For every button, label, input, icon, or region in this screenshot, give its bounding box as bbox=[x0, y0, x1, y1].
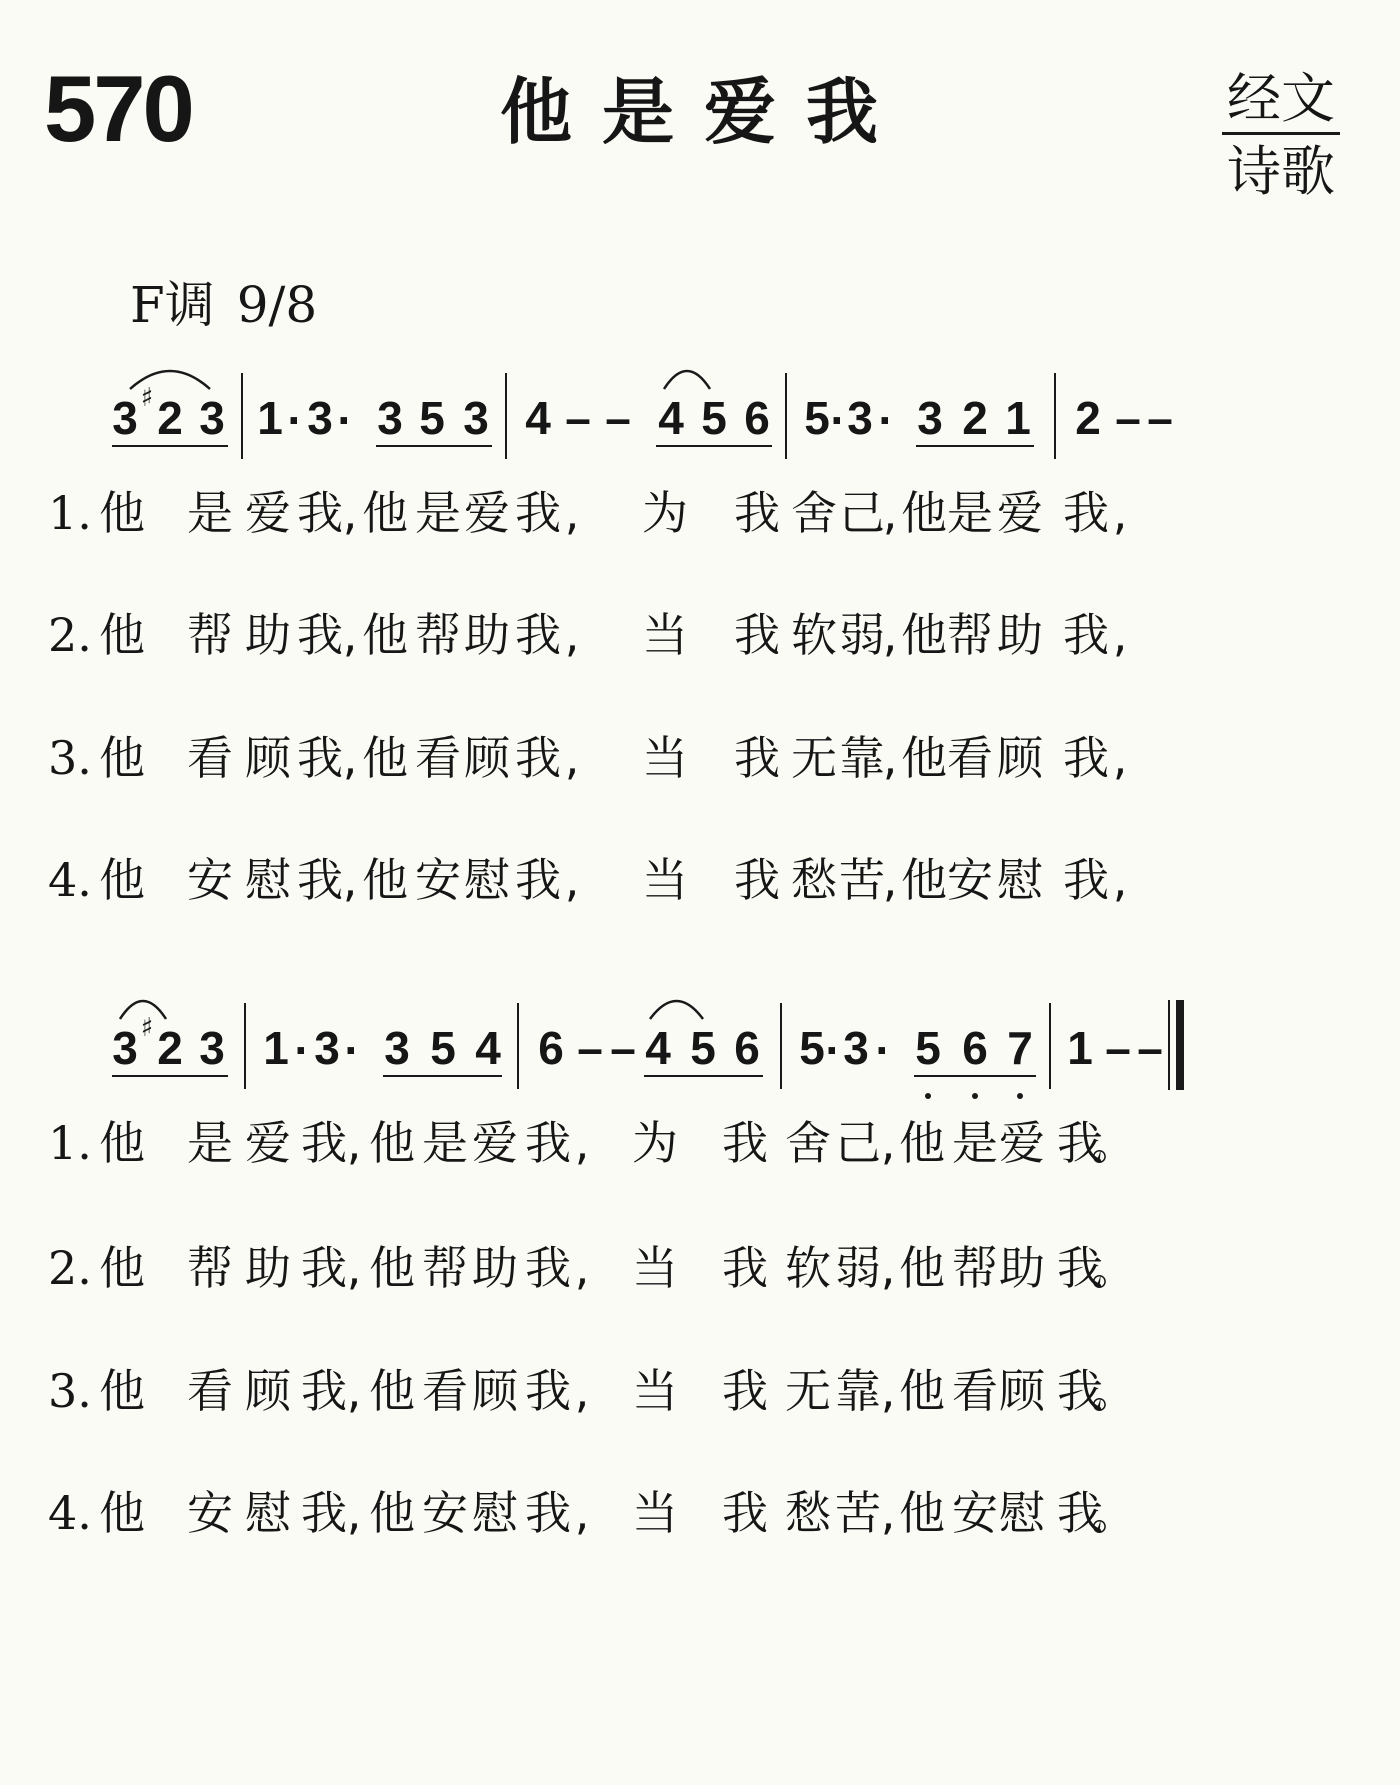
lyric-syllable: 慰 bbox=[999, 1486, 1045, 1540]
lyric-syllable: 慰 bbox=[245, 853, 291, 907]
lyric-syllable: 安 bbox=[947, 853, 993, 907]
lyric-syllable: 。 bbox=[1091, 1241, 1137, 1295]
lyric-syllable: 慰 bbox=[245, 1486, 291, 1540]
dot-note: · bbox=[830, 394, 846, 446]
lyric-line-verse-4 bbox=[0, 1486, 1400, 1550]
lyric-syllable: , bbox=[346, 1486, 362, 1540]
lyric-syllable: 他 bbox=[369, 1116, 415, 1170]
lyric-syllable: 帮 bbox=[422, 1241, 468, 1295]
lyric-syllable: 安 bbox=[187, 1486, 233, 1540]
lyric-syllable: 当 bbox=[642, 608, 688, 662]
note: 6 bbox=[734, 1022, 760, 1074]
lyric-syllable: 他 bbox=[99, 1116, 145, 1170]
lyric-syllable: 我 bbox=[734, 853, 780, 907]
lyric-syllable: 他 bbox=[99, 1486, 145, 1540]
note: 4 bbox=[525, 392, 551, 444]
lyric-syllable: 他 bbox=[362, 486, 408, 540]
lyric-syllable: 我 bbox=[515, 608, 561, 662]
note: 5 bbox=[701, 392, 727, 444]
lyric-syllable: 舍 bbox=[791, 486, 837, 540]
lyric-syllable: 我 bbox=[301, 1486, 347, 1540]
beat-underline bbox=[376, 445, 492, 447]
bar-line bbox=[1049, 1003, 1051, 1089]
lyric-syllable: , bbox=[1112, 853, 1128, 907]
lyric-syllable: 我 bbox=[297, 853, 343, 907]
lyric-syllable: 我 bbox=[1057, 1116, 1103, 1170]
lyric-syllable: 安 bbox=[415, 853, 461, 907]
lyric-syllable: 他 bbox=[901, 608, 947, 662]
lyric-line-verse-2 bbox=[0, 1241, 1400, 1305]
lyric-syllable: , bbox=[882, 731, 898, 785]
note: 2 bbox=[1075, 392, 1101, 444]
verse-number: 3. bbox=[48, 1364, 92, 1418]
lyric-syllable: 我 bbox=[1063, 853, 1109, 907]
lyric-syllable: , bbox=[880, 1364, 896, 1418]
lyric-line-verse-3 bbox=[0, 1364, 1400, 1428]
lyric-syllable: 爱 bbox=[997, 486, 1043, 540]
lyric-syllable: 慰 bbox=[464, 853, 510, 907]
lyric-syllable: 我 bbox=[515, 486, 561, 540]
lyric-syllable: 无 bbox=[791, 731, 837, 785]
lyric-syllable: 他 bbox=[362, 608, 408, 662]
lyric-syllable: , bbox=[574, 1364, 590, 1418]
bar-line bbox=[517, 1003, 519, 1089]
lyric-syllable: 愁 bbox=[791, 853, 837, 907]
lyric-syllable: 爱 bbox=[999, 1116, 1045, 1170]
low-octave-dot bbox=[972, 1093, 978, 1099]
lyric-syllable: 他 bbox=[899, 1241, 945, 1295]
note: 4 bbox=[658, 392, 684, 444]
lyric-syllable: 他 bbox=[99, 1241, 145, 1295]
source-bottom: 诗歌 bbox=[1227, 140, 1335, 203]
dash-note: – bbox=[1105, 1022, 1131, 1074]
lyric-syllable: 靠 bbox=[839, 731, 885, 785]
lyric-syllable: , bbox=[1112, 486, 1128, 540]
bar-line bbox=[780, 1003, 782, 1089]
dot-note: · bbox=[875, 1024, 891, 1076]
lyric-syllable: 他 bbox=[369, 1364, 415, 1418]
lyric-syllable: 我 bbox=[722, 1241, 768, 1295]
beat-underline bbox=[916, 445, 1034, 447]
lyric-syllable: 帮 bbox=[952, 1241, 998, 1295]
lyric-syllable: , bbox=[1112, 731, 1128, 785]
lyric-syllable: 助 bbox=[464, 608, 510, 662]
lyric-syllable: 看 bbox=[187, 731, 233, 785]
final-bar-thick bbox=[1176, 1000, 1184, 1090]
note: 3 bbox=[843, 1022, 869, 1074]
hymn-number: 570 bbox=[44, 56, 192, 161]
lyric-syllable: 舍 bbox=[785, 1116, 831, 1170]
lyric-syllable: , bbox=[342, 608, 358, 662]
bar-line bbox=[505, 373, 507, 459]
lyric-syllable: 我 bbox=[1063, 731, 1109, 785]
dash-note: – bbox=[577, 1022, 603, 1074]
note: 1 bbox=[1005, 392, 1031, 444]
lyric-syllable: 他 bbox=[99, 608, 145, 662]
lyric-syllable: , bbox=[574, 1486, 590, 1540]
slur bbox=[662, 361, 712, 391]
lyric-syllable: 顾 bbox=[999, 1364, 1045, 1418]
lyric-syllable: 我 bbox=[1057, 1364, 1103, 1418]
hymn-title: 他是爱我 bbox=[500, 70, 909, 154]
lyric-syllable: , bbox=[342, 486, 358, 540]
dot-note: · bbox=[878, 394, 894, 446]
note: 1 bbox=[1067, 1022, 1093, 1074]
lyric-syllable: 我 bbox=[734, 731, 780, 785]
low-octave-dot bbox=[1017, 1093, 1023, 1099]
lyric-syllable: 他 bbox=[901, 486, 947, 540]
time-signature: 9/8 bbox=[236, 276, 318, 334]
lyric-syllable: , bbox=[882, 486, 898, 540]
lyric-syllable: 。 bbox=[1091, 1116, 1137, 1170]
lyric-syllable: 他 bbox=[899, 1116, 945, 1170]
lyric-syllable: 他 bbox=[901, 731, 947, 785]
lyric-syllable: 顾 bbox=[245, 1364, 291, 1418]
lyric-syllable: 爱 bbox=[472, 1116, 518, 1170]
lyric-syllable: 看 bbox=[947, 731, 993, 785]
lyric-syllable: 当 bbox=[632, 1241, 678, 1295]
note: 3 bbox=[847, 392, 873, 444]
beat-underline bbox=[112, 1075, 228, 1077]
lyric-syllable: 我 bbox=[301, 1364, 347, 1418]
verse-number: 1. bbox=[48, 1116, 92, 1170]
lyric-syllable: 己 bbox=[839, 486, 885, 540]
note: 5 bbox=[804, 392, 830, 444]
note: 4 bbox=[645, 1022, 671, 1074]
lyric-syllable: 我 bbox=[1063, 608, 1109, 662]
lyric-syllable: 他 bbox=[362, 731, 408, 785]
sharp-sign: ♯ bbox=[140, 1013, 154, 1043]
lyric-syllable: 他 bbox=[899, 1364, 945, 1418]
note: 7 bbox=[1007, 1022, 1033, 1074]
lyric-syllable: 苦 bbox=[835, 1486, 881, 1540]
lyric-syllable: , bbox=[564, 486, 580, 540]
bar-line bbox=[244, 1003, 246, 1089]
lyric-line-verse-3 bbox=[0, 731, 1400, 795]
lyric-syllable: 当 bbox=[642, 731, 688, 785]
lyric-syllable: 软 bbox=[785, 1241, 831, 1295]
lyric-syllable: 顾 bbox=[464, 731, 510, 785]
source-top: 经文 bbox=[1222, 72, 1340, 135]
lyric-syllable: 我 bbox=[1057, 1241, 1103, 1295]
beat-underline bbox=[656, 445, 772, 447]
lyric-syllable: 他 bbox=[901, 853, 947, 907]
lyric-syllable: 我 bbox=[525, 1364, 571, 1418]
verse-number: 2. bbox=[48, 1241, 92, 1295]
lyric-syllable: 助 bbox=[472, 1241, 518, 1295]
dash-note: – bbox=[565, 392, 591, 444]
lyric-syllable: 助 bbox=[245, 1241, 291, 1295]
note: 3 bbox=[199, 1022, 225, 1074]
lyric-syllable: 是 bbox=[422, 1116, 468, 1170]
note: 5 bbox=[915, 1022, 941, 1074]
verse-number: 4. bbox=[48, 1486, 92, 1540]
beat-underline bbox=[644, 1075, 763, 1077]
source-label bbox=[1222, 67, 1340, 203]
lyric-syllable: 爱 bbox=[464, 486, 510, 540]
lyric-syllable: , bbox=[574, 1116, 590, 1170]
lyric-syllable: 己 bbox=[835, 1116, 881, 1170]
note: 1 bbox=[263, 1022, 289, 1074]
slur bbox=[648, 991, 705, 1021]
dot-note: · bbox=[294, 1024, 310, 1076]
lyric-syllable: 我 bbox=[722, 1364, 768, 1418]
lyric-syllable: , bbox=[346, 1364, 362, 1418]
lyric-syllable: 看 bbox=[422, 1364, 468, 1418]
dash-note: – bbox=[1137, 1022, 1163, 1074]
lyric-syllable: 顾 bbox=[472, 1364, 518, 1418]
lyric-syllable: , bbox=[342, 853, 358, 907]
lyric-syllable: 靠 bbox=[835, 1364, 881, 1418]
final-bar-thin bbox=[1168, 1000, 1170, 1090]
lyric-syllable: 弱 bbox=[839, 608, 885, 662]
lyric-syllable: 我 bbox=[297, 608, 343, 662]
lyric-syllable: 他 bbox=[369, 1241, 415, 1295]
note: 5 bbox=[690, 1022, 716, 1074]
lyric-syllable: 我 bbox=[515, 731, 561, 785]
lyric-syllable: 愁 bbox=[785, 1486, 831, 1540]
verse-number: 3. bbox=[48, 731, 92, 785]
lyric-syllable: 爱 bbox=[245, 486, 291, 540]
lyric-syllable: 安 bbox=[952, 1486, 998, 1540]
lyric-syllable: , bbox=[574, 1241, 590, 1295]
note: 3 bbox=[112, 392, 138, 444]
lyric-syllable: , bbox=[346, 1241, 362, 1295]
verse-number: 4. bbox=[48, 853, 92, 907]
lyric-syllable: 看 bbox=[952, 1364, 998, 1418]
lyric-line-verse-1 bbox=[0, 1116, 1400, 1180]
beat-underline bbox=[112, 445, 228, 447]
lyric-syllable: 苦 bbox=[839, 853, 885, 907]
lyric-syllable: 我 bbox=[1057, 1486, 1103, 1540]
bar-line bbox=[785, 373, 787, 459]
note: 6 bbox=[744, 392, 770, 444]
lyric-syllable: 当 bbox=[632, 1486, 678, 1540]
lyric-syllable: 帮 bbox=[947, 608, 993, 662]
note: 3 bbox=[199, 392, 225, 444]
lyric-syllable: 他 bbox=[99, 1364, 145, 1418]
lyric-syllable: 是 bbox=[947, 486, 993, 540]
note: 3 bbox=[314, 1022, 340, 1074]
dash-note: – bbox=[605, 392, 631, 444]
lyric-syllable: 看 bbox=[187, 1364, 233, 1418]
note: 6 bbox=[962, 1022, 988, 1074]
bar-line bbox=[1054, 373, 1056, 459]
lyric-syllable: 看 bbox=[415, 731, 461, 785]
lyric-syllable: 安 bbox=[422, 1486, 468, 1540]
note: 3 bbox=[463, 392, 489, 444]
key: F调 bbox=[130, 276, 215, 334]
lyric-syllable: 助 bbox=[999, 1241, 1045, 1295]
slur bbox=[118, 991, 168, 1021]
verse-number: 2. bbox=[48, 608, 92, 662]
note: 5 bbox=[419, 392, 445, 444]
lyric-syllable: 顾 bbox=[245, 731, 291, 785]
lyric-syllable: , bbox=[564, 853, 580, 907]
lyric-line-verse-1 bbox=[0, 486, 1400, 550]
lyric-syllable: 我 bbox=[301, 1116, 347, 1170]
note: 6 bbox=[538, 1022, 564, 1074]
lyric-syllable: , bbox=[564, 731, 580, 785]
lyric-syllable: , bbox=[1112, 608, 1128, 662]
note: 5 bbox=[430, 1022, 456, 1074]
lyric-syllable: 慰 bbox=[997, 853, 1043, 907]
lyric-syllable: 爱 bbox=[245, 1116, 291, 1170]
lyric-syllable: 当 bbox=[632, 1364, 678, 1418]
lyric-syllable: 软 bbox=[791, 608, 837, 662]
lyric-syllable: 是 bbox=[187, 486, 233, 540]
note: 3 bbox=[384, 1022, 410, 1074]
lyric-syllable: 顾 bbox=[997, 731, 1043, 785]
lyric-syllable: 我 bbox=[297, 731, 343, 785]
verse-number: 1. bbox=[48, 486, 92, 540]
lyric-syllable: 我 bbox=[301, 1241, 347, 1295]
slur bbox=[128, 361, 212, 391]
note: 3 bbox=[112, 1022, 138, 1074]
lyric-syllable: 他 bbox=[99, 853, 145, 907]
note: 3 bbox=[917, 392, 943, 444]
note: 3 bbox=[377, 392, 403, 444]
dot-note: · bbox=[344, 1024, 360, 1076]
lyric-syllable: 我 bbox=[525, 1116, 571, 1170]
lyric-syllable: 我 bbox=[525, 1241, 571, 1295]
dot-note: · bbox=[825, 1024, 841, 1076]
lyric-syllable: , bbox=[342, 731, 358, 785]
lyric-syllable: 帮 bbox=[187, 608, 233, 662]
lyric-syllable: 。 bbox=[1091, 1364, 1137, 1418]
dot-note: · bbox=[287, 394, 303, 446]
lyric-syllable: , bbox=[880, 1116, 896, 1170]
lyric-syllable: , bbox=[880, 1486, 896, 1540]
lyric-syllable: 我 bbox=[722, 1486, 768, 1540]
lyric-syllable: 他 bbox=[369, 1486, 415, 1540]
lyric-syllable: , bbox=[564, 608, 580, 662]
lyric-syllable: 无 bbox=[785, 1364, 831, 1418]
lyric-syllable: 我 bbox=[525, 1486, 571, 1540]
note: 1 bbox=[257, 392, 283, 444]
note: 2 bbox=[962, 392, 988, 444]
lyric-syllable: , bbox=[882, 853, 898, 907]
lyric-syllable: 他 bbox=[99, 486, 145, 540]
lyric-syllable: , bbox=[346, 1116, 362, 1170]
dash-note: – bbox=[1115, 392, 1141, 444]
key-signature bbox=[130, 276, 339, 334]
lyric-syllable: 我 bbox=[722, 1116, 768, 1170]
note: 5 bbox=[799, 1022, 825, 1074]
dash-note: – bbox=[1147, 392, 1173, 444]
lyric-syllable: 助 bbox=[997, 608, 1043, 662]
lyric-syllable: 我 bbox=[297, 486, 343, 540]
lyric-syllable: 他 bbox=[899, 1486, 945, 1540]
sharp-sign: ♯ bbox=[140, 383, 154, 413]
lyric-syllable: 助 bbox=[245, 608, 291, 662]
lyric-syllable: 为 bbox=[642, 486, 688, 540]
lyric-syllable: 他 bbox=[362, 853, 408, 907]
lyric-syllable: 是 bbox=[952, 1116, 998, 1170]
note: 2 bbox=[157, 1022, 183, 1074]
lyric-syllable: 弱 bbox=[835, 1241, 881, 1295]
lyric-syllable: 我 bbox=[515, 853, 561, 907]
lyric-syllable: 为 bbox=[632, 1116, 678, 1170]
lyric-syllable: 我 bbox=[734, 608, 780, 662]
lyric-syllable: 帮 bbox=[415, 608, 461, 662]
lyric-syllable: , bbox=[882, 608, 898, 662]
low-octave-dot bbox=[925, 1093, 931, 1099]
lyric-syllable: 是 bbox=[187, 1116, 233, 1170]
lyric-syllable: 。 bbox=[1091, 1486, 1137, 1540]
lyric-syllable: 安 bbox=[187, 853, 233, 907]
dash-note: – bbox=[610, 1022, 636, 1074]
lyric-syllable: 当 bbox=[642, 853, 688, 907]
lyric-syllable: 他 bbox=[99, 731, 145, 785]
lyric-syllable: 是 bbox=[415, 486, 461, 540]
note: 3 bbox=[307, 392, 333, 444]
lyric-line-verse-4 bbox=[0, 853, 1400, 917]
lyric-syllable: , bbox=[880, 1241, 896, 1295]
lyric-syllable: 慰 bbox=[472, 1486, 518, 1540]
beat-underline bbox=[383, 1075, 502, 1077]
note: 2 bbox=[157, 392, 183, 444]
lyric-line-verse-2 bbox=[0, 608, 1400, 672]
beat-underline bbox=[914, 1075, 1036, 1077]
dot-note: · bbox=[337, 394, 353, 446]
lyric-syllable: 帮 bbox=[187, 1241, 233, 1295]
bar-line bbox=[241, 373, 243, 459]
lyric-syllable: 我 bbox=[734, 486, 780, 540]
lyric-syllable: 我 bbox=[1063, 486, 1109, 540]
note: 4 bbox=[475, 1022, 501, 1074]
